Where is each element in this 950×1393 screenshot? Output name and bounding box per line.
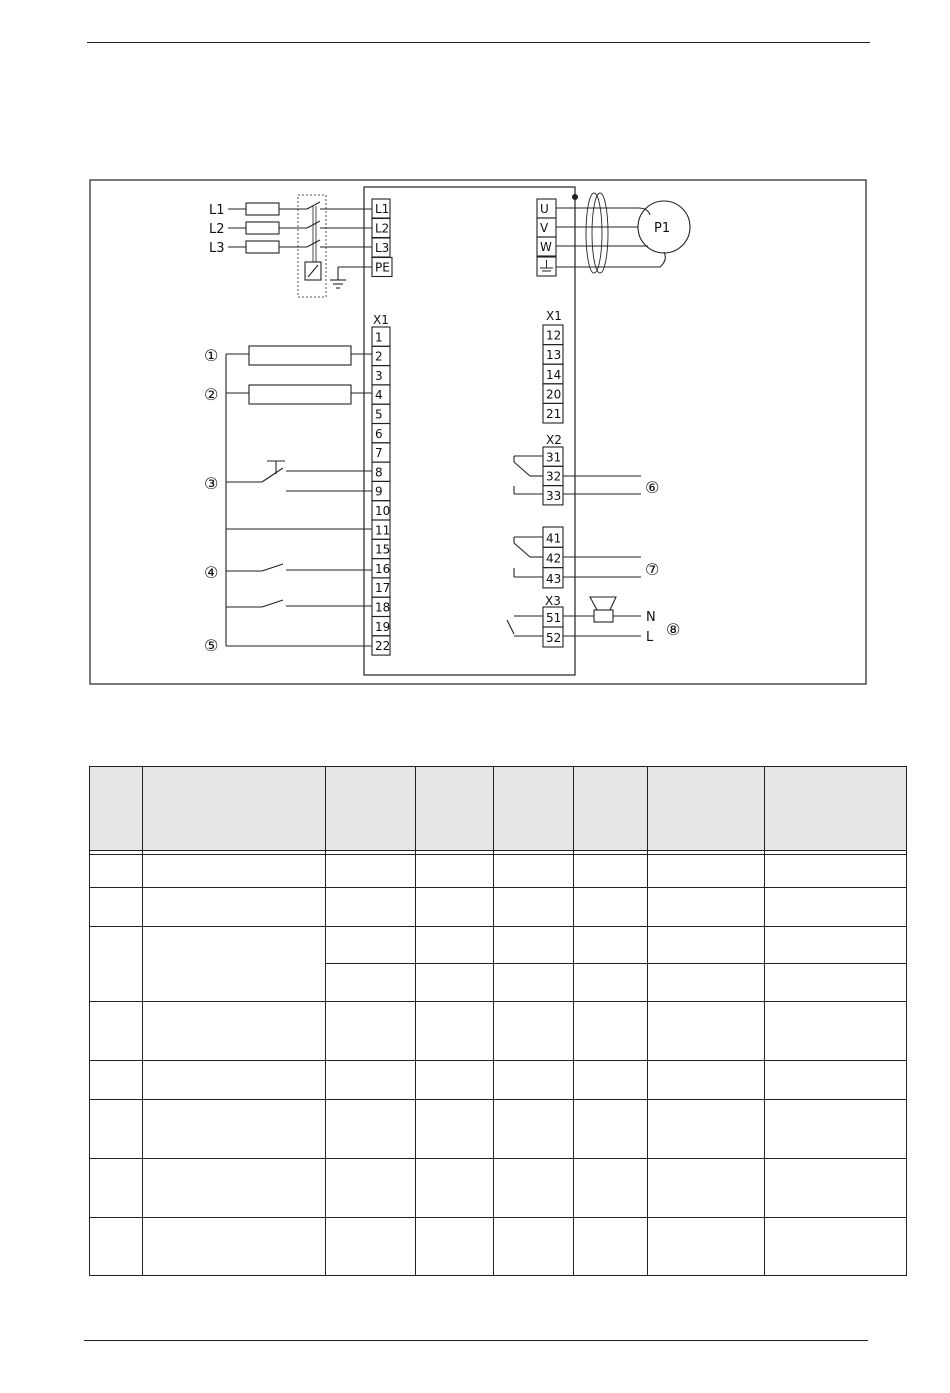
callout-6: ⑥: [645, 478, 660, 497]
x2-terminal-31: [543, 447, 563, 466]
terminal-label: 17: [375, 581, 391, 596]
input-terminal-l2: [372, 219, 390, 238]
x2-terminal-33: [543, 486, 563, 505]
terminal-label: 33: [546, 488, 562, 503]
terminal-label: 20: [546, 387, 562, 402]
x2-terminal-32: [543, 466, 563, 485]
mains-label-l2: L2: [209, 222, 225, 237]
terminal-label: 5: [375, 407, 383, 422]
x3-strip: [543, 607, 563, 647]
setpoint-device-2: [249, 385, 351, 404]
spec-table: [89, 766, 907, 1276]
x1-terminal-18: [372, 597, 390, 616]
input-terminal-l1: [372, 199, 390, 218]
terminal-label: 19: [375, 619, 391, 634]
terminal-label: 14: [546, 367, 562, 382]
x1-terminal-10: [372, 501, 390, 520]
line-label: L: [646, 630, 654, 645]
terminal-label: 2: [375, 349, 383, 364]
input-terminal-l3: [372, 238, 390, 257]
neutral-label: N: [646, 610, 656, 625]
output-terminal-u: [537, 199, 556, 218]
x3-terminal-51: [543, 607, 563, 627]
x1-right-label: X1: [546, 309, 562, 323]
x3-label: X3: [545, 594, 561, 608]
diagram-frame: [90, 180, 866, 684]
fuse-l1: [246, 203, 279, 215]
x1-terminal-3: [372, 366, 390, 385]
mains-label-l1: L1: [209, 203, 225, 218]
output-terminals: [537, 199, 556, 276]
callout-4: ④: [204, 563, 219, 582]
x1-left-strip: [372, 327, 390, 655]
terminal-label: 31: [546, 450, 562, 465]
x1-terminal-2: [372, 346, 390, 365]
table-row: [90, 1217, 907, 1275]
terminal-label: L1: [375, 202, 390, 216]
terminal-label: 3: [375, 368, 383, 383]
mains-label-l3: L3: [209, 241, 225, 256]
x1-terminal-17: [372, 578, 390, 597]
x2-strip: [543, 447, 563, 588]
table-row: [90, 888, 907, 927]
terminal-label: 21: [546, 407, 562, 421]
input-terminal-pe: [372, 258, 392, 277]
terminal-label: V: [540, 221, 549, 235]
terminal-label: 18: [375, 600, 391, 615]
x1-terminal-12: [543, 325, 563, 345]
setpoint-device-1: [249, 346, 351, 365]
horn-body: [594, 610, 613, 622]
horn-icon: [590, 597, 616, 610]
terminal-label: 32: [546, 469, 562, 484]
input-terminals: [372, 199, 392, 277]
x1-left-label: X1: [373, 313, 389, 327]
terminal-label: PE: [375, 260, 390, 275]
x2-terminal-42: [543, 547, 563, 567]
terminal-label: 22: [375, 639, 391, 654]
output-terminal-w: [537, 237, 556, 256]
terminal-label: 42: [546, 551, 562, 566]
x1-terminal-1: [372, 327, 390, 346]
output-terminal-v: [537, 218, 556, 237]
terminal-label: 52: [546, 631, 562, 645]
x1-right-strip: [543, 325, 563, 423]
terminal-label: 8: [375, 465, 383, 480]
x1-terminal-20: [543, 384, 563, 404]
fuse-l3: [246, 241, 279, 253]
x1-terminal-5: [372, 404, 390, 423]
terminal-label: 7: [375, 446, 383, 461]
relay-wiring-right: [507, 456, 641, 636]
converter-box: [364, 187, 575, 675]
footer-rule: [84, 1340, 868, 1341]
terminal-label: 16: [375, 561, 391, 576]
x2-terminal-41: [543, 527, 563, 547]
control-wiring-left: [226, 346, 372, 646]
x1-terminal-4: [372, 385, 390, 404]
x1-terminal-6: [372, 424, 390, 443]
terminal-label: U: [540, 202, 549, 216]
x1-terminal-14: [543, 364, 563, 384]
terminal-label: 1: [375, 330, 383, 345]
table-row: [90, 1061, 907, 1100]
table-row: [90, 1099, 907, 1158]
x1-terminal-15: [372, 539, 390, 558]
x1-terminal-22: [372, 636, 390, 655]
x1-terminal-19: [372, 617, 390, 636]
x1-terminal-21: [543, 403, 563, 423]
terminal-label: 6: [375, 426, 383, 441]
mains-section: [228, 195, 372, 297]
terminal-label: 15: [375, 542, 391, 557]
table-row: [90, 926, 907, 964]
terminal-label: 4: [375, 388, 383, 403]
x1-terminal-9: [372, 481, 390, 500]
table-row: [90, 854, 907, 888]
motor-label: P1: [654, 221, 671, 236]
callout-7: ⑦: [645, 560, 660, 579]
terminal-label: 9: [375, 484, 383, 499]
x2-terminal-43: [543, 568, 563, 588]
terminal-label: 41: [546, 531, 562, 546]
table-row: [90, 1158, 907, 1217]
fuse-l2: [246, 222, 279, 234]
x2-label: X2: [546, 433, 562, 447]
terminal-label: 51: [546, 611, 562, 625]
table-header-row: [90, 767, 907, 851]
x1-terminal-13: [543, 345, 563, 365]
contactor-box: [298, 195, 326, 297]
terminal-label: 10: [375, 504, 391, 518]
callout-2: ②: [204, 385, 219, 404]
terminal-label: W: [540, 240, 552, 254]
callout-8: ⑧: [666, 620, 681, 639]
x1-terminal-11: [372, 520, 390, 539]
terminal-label: 11: [375, 523, 391, 538]
terminal-label: 43: [546, 571, 562, 586]
terminal-label: L2: [375, 221, 390, 236]
x3-terminal-52: [543, 627, 563, 647]
x1-terminal-8: [372, 462, 390, 481]
output-terminal-ground: [537, 257, 556, 276]
callout-5: ⑤: [204, 636, 219, 655]
terminal-label: L3: [375, 241, 390, 255]
terminal-label: 13: [546, 348, 562, 363]
x1-terminal-7: [372, 443, 390, 462]
callout-1: ①: [204, 346, 219, 365]
x1-terminal-16: [372, 559, 390, 578]
callout-3: ③: [204, 474, 219, 493]
terminal-label: 12: [546, 328, 562, 343]
table-row: [90, 1002, 907, 1061]
